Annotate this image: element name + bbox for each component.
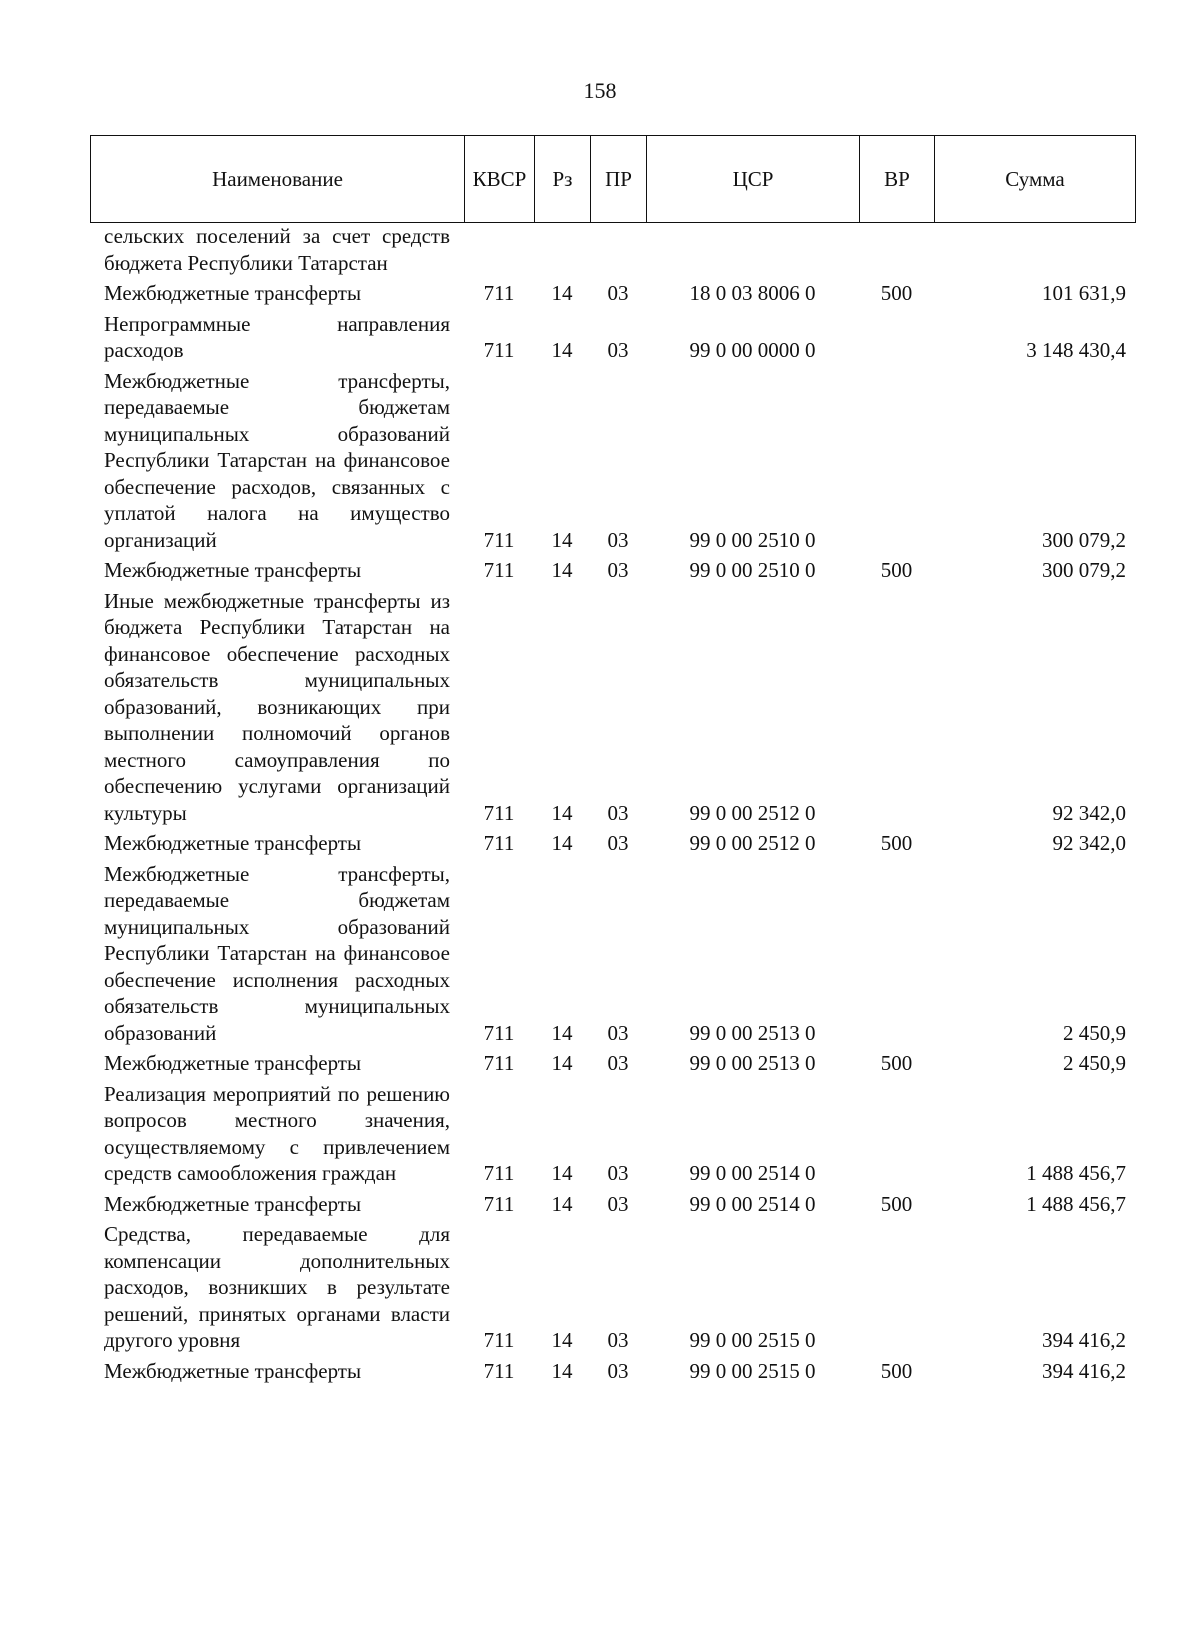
cell-kvsr: 711 [483, 281, 515, 305]
table-row [90, 311, 1136, 368]
cell-name [90, 368, 464, 558]
cell-csr: 99 0 00 0000 0 [689, 338, 816, 362]
cell-vr [859, 311, 934, 368]
table-row [90, 223, 1136, 280]
page-number: 158 [583, 78, 617, 103]
row-name-text: Реализация мероприятий по решению вопросов местного значения, осуществляемому с привлечением средств самообложения граждан [104, 1081, 450, 1185]
cell-rz: 14 [551, 1051, 573, 1075]
cell-vr: 500 [880, 1358, 913, 1383]
cell-kvsr: 711 [483, 800, 515, 825]
cell-rz: 14 [551, 800, 573, 825]
cell-name [90, 1050, 464, 1081]
cell-sum: 92 342,0 [1052, 831, 1126, 855]
cell-vr [859, 588, 934, 831]
cell-csr: 99 0 00 2514 0 [689, 1191, 816, 1216]
cell-pr: 03 [607, 338, 629, 362]
cell-pr: 03 [607, 1161, 629, 1185]
row-name-text: Межбюджетные трансферты [104, 1191, 362, 1216]
cell-name [90, 1358, 464, 1389]
row-name-text: Межбюджетные трансферты, передаваемые бюджетам муниципальных образований Республики Татарстан на финансовое обеспечение исполнения расходных обязательств муниципальных образований [104, 861, 450, 1045]
cell-rz: 14 [551, 281, 573, 305]
cell-csr: 99 0 00 2515 0 [689, 1358, 816, 1383]
cell-kvsr: 711 [483, 1020, 515, 1045]
cell-csr: 99 0 00 2512 0 [689, 831, 816, 855]
table-row [90, 1358, 1136, 1389]
cell-name [90, 830, 464, 861]
cell-kvsr: 711 [483, 1328, 515, 1352]
header-sum: Сумма [1005, 166, 1065, 191]
row-name-text: сельских поселений за счет средств бюджета Республики Татарстан [104, 224, 450, 275]
cell-csr: 99 0 00 2510 0 [689, 527, 816, 552]
cell-sum: 92 342,0 [1052, 800, 1126, 825]
table-row [90, 588, 1136, 831]
row-name-text: Непрограммные направления расходов [104, 311, 450, 362]
table-row [90, 1191, 1136, 1222]
cell-kvsr: 711 [483, 1161, 515, 1185]
cell-kvsr: 711 [483, 527, 515, 552]
header-csr: ЦСР [647, 136, 860, 222]
cell-pr: 03 [607, 1358, 629, 1383]
header-rz: Рз [535, 136, 591, 222]
cell-rz: 14 [551, 558, 573, 582]
cell-vr [859, 1081, 934, 1191]
header-vr: ВР [860, 136, 935, 222]
cell-sum: 2 450,9 [1063, 1020, 1126, 1045]
table-header [90, 135, 1136, 223]
cell-csr [646, 223, 859, 280]
header-name: Наименование [91, 136, 465, 222]
cell-pr [590, 223, 646, 280]
cell-vr: 500 [880, 281, 913, 305]
cell-vr [859, 861, 934, 1051]
cell-csr: 99 0 00 2513 0 [689, 1051, 816, 1075]
cell-rz: 14 [551, 1358, 573, 1383]
cell-sum: 1 488 456,7 [1026, 1161, 1126, 1185]
cell-csr: 99 0 00 2513 0 [689, 1020, 816, 1045]
row-name-text: Иные межбюджетные трансферты из бюджета Республики Татарстан на финансовое обеспечение расходных обязательств муниципальных образований, возникающих при выполнении полномочий органов местного самоуправления по обеспечению услугами организаций культуры [104, 588, 450, 825]
cell-csr: 18 0 03 8006 0 [689, 281, 816, 305]
cell-pr: 03 [607, 1328, 629, 1352]
table-row [90, 280, 1136, 311]
cell-vr: 500 [880, 1191, 913, 1216]
row-name-text: Межбюджетные трансферты [104, 558, 362, 582]
header-kvsr: КВСР [465, 136, 535, 222]
cell-csr: 99 0 00 2510 0 [689, 558, 816, 582]
cell-sum: 394 416,2 [1042, 1328, 1126, 1352]
cell-kvsr: 711 [483, 1358, 515, 1383]
cell-rz: 14 [551, 1020, 573, 1045]
cell-sum: 2 450,9 [1063, 1051, 1126, 1075]
table-row [90, 368, 1136, 558]
cell-kvsr: 711 [483, 558, 515, 582]
cell-sum: 101 631,9 [1042, 281, 1126, 305]
cell-vr: 500 [880, 1051, 913, 1075]
cell-rz: 14 [551, 1161, 573, 1185]
table-row [90, 1221, 1136, 1358]
cell-name [90, 280, 464, 311]
row-name-text: Межбюджетные трансферты, передаваемые бюджетам муниципальных образований Республики Татарстан на финансовое обеспечение расходов, связанных с уплатой налога на имущество организаций [104, 368, 450, 552]
cell-rz: 14 [551, 527, 573, 552]
cell-sum: 1 488 456,7 [1026, 1191, 1126, 1216]
cell-csr: 99 0 00 2515 0 [689, 1328, 816, 1352]
cell-kvsr [464, 223, 534, 280]
table-row [90, 557, 1136, 588]
header-pr: ПР [591, 136, 647, 222]
cell-pr: 03 [607, 281, 629, 305]
cell-name [90, 1081, 464, 1191]
cell-vr [859, 223, 934, 280]
table-row [90, 830, 1136, 861]
cell-rz [534, 223, 590, 280]
cell-name [90, 861, 464, 1051]
row-name-text: Средства, передаваемые для компенсации дополнительных расходов, возникших в результате решений, принятых органами власти другого уровня [104, 1222, 450, 1352]
cell-pr: 03 [607, 831, 629, 855]
cell-csr: 99 0 00 2512 0 [689, 800, 816, 825]
table-row [90, 1081, 1136, 1191]
cell-pr: 03 [607, 800, 629, 825]
cell-pr: 03 [607, 558, 629, 582]
table-row [90, 1050, 1136, 1081]
row-name-text: Межбюджетные трансферты [104, 1051, 362, 1075]
table-row [90, 861, 1136, 1051]
cell-sum: 394 416,2 [1042, 1358, 1126, 1383]
cell-rz: 14 [551, 338, 573, 362]
cell-name [90, 223, 464, 280]
cell-vr: 500 [880, 831, 913, 855]
cell-name [90, 311, 464, 368]
budget-table [90, 223, 1136, 1388]
row-name-text: Межбюджетные трансферты [104, 281, 362, 305]
cell-name [90, 1221, 464, 1358]
cell-sum [934, 223, 1136, 280]
cell-vr [859, 368, 934, 558]
cell-kvsr: 711 [483, 1051, 515, 1075]
cell-name [90, 1191, 464, 1222]
cell-vr [859, 1221, 934, 1358]
cell-pr: 03 [607, 1020, 629, 1045]
cell-name [90, 557, 464, 588]
cell-kvsr: 711 [483, 338, 515, 362]
cell-pr: 03 [607, 1191, 629, 1216]
cell-rz: 14 [551, 831, 573, 855]
cell-pr: 03 [607, 527, 629, 552]
cell-csr: 99 0 00 2514 0 [689, 1161, 816, 1185]
cell-sum: 3 148 430,4 [1026, 338, 1126, 362]
cell-rz: 14 [551, 1328, 573, 1352]
row-name-text: Межбюджетные трансферты [104, 831, 362, 855]
cell-sum: 300 079,2 [1042, 527, 1126, 552]
cell-rz: 14 [551, 1191, 573, 1216]
row-name-text: Межбюджетные трансферты [104, 1358, 362, 1383]
cell-sum: 300 079,2 [1042, 558, 1126, 582]
table-body [90, 223, 1136, 1388]
cell-kvsr: 711 [483, 1191, 515, 1216]
cell-name [90, 588, 464, 831]
cell-pr: 03 [607, 1051, 629, 1075]
cell-kvsr: 711 [483, 831, 515, 855]
cell-vr: 500 [880, 558, 913, 582]
